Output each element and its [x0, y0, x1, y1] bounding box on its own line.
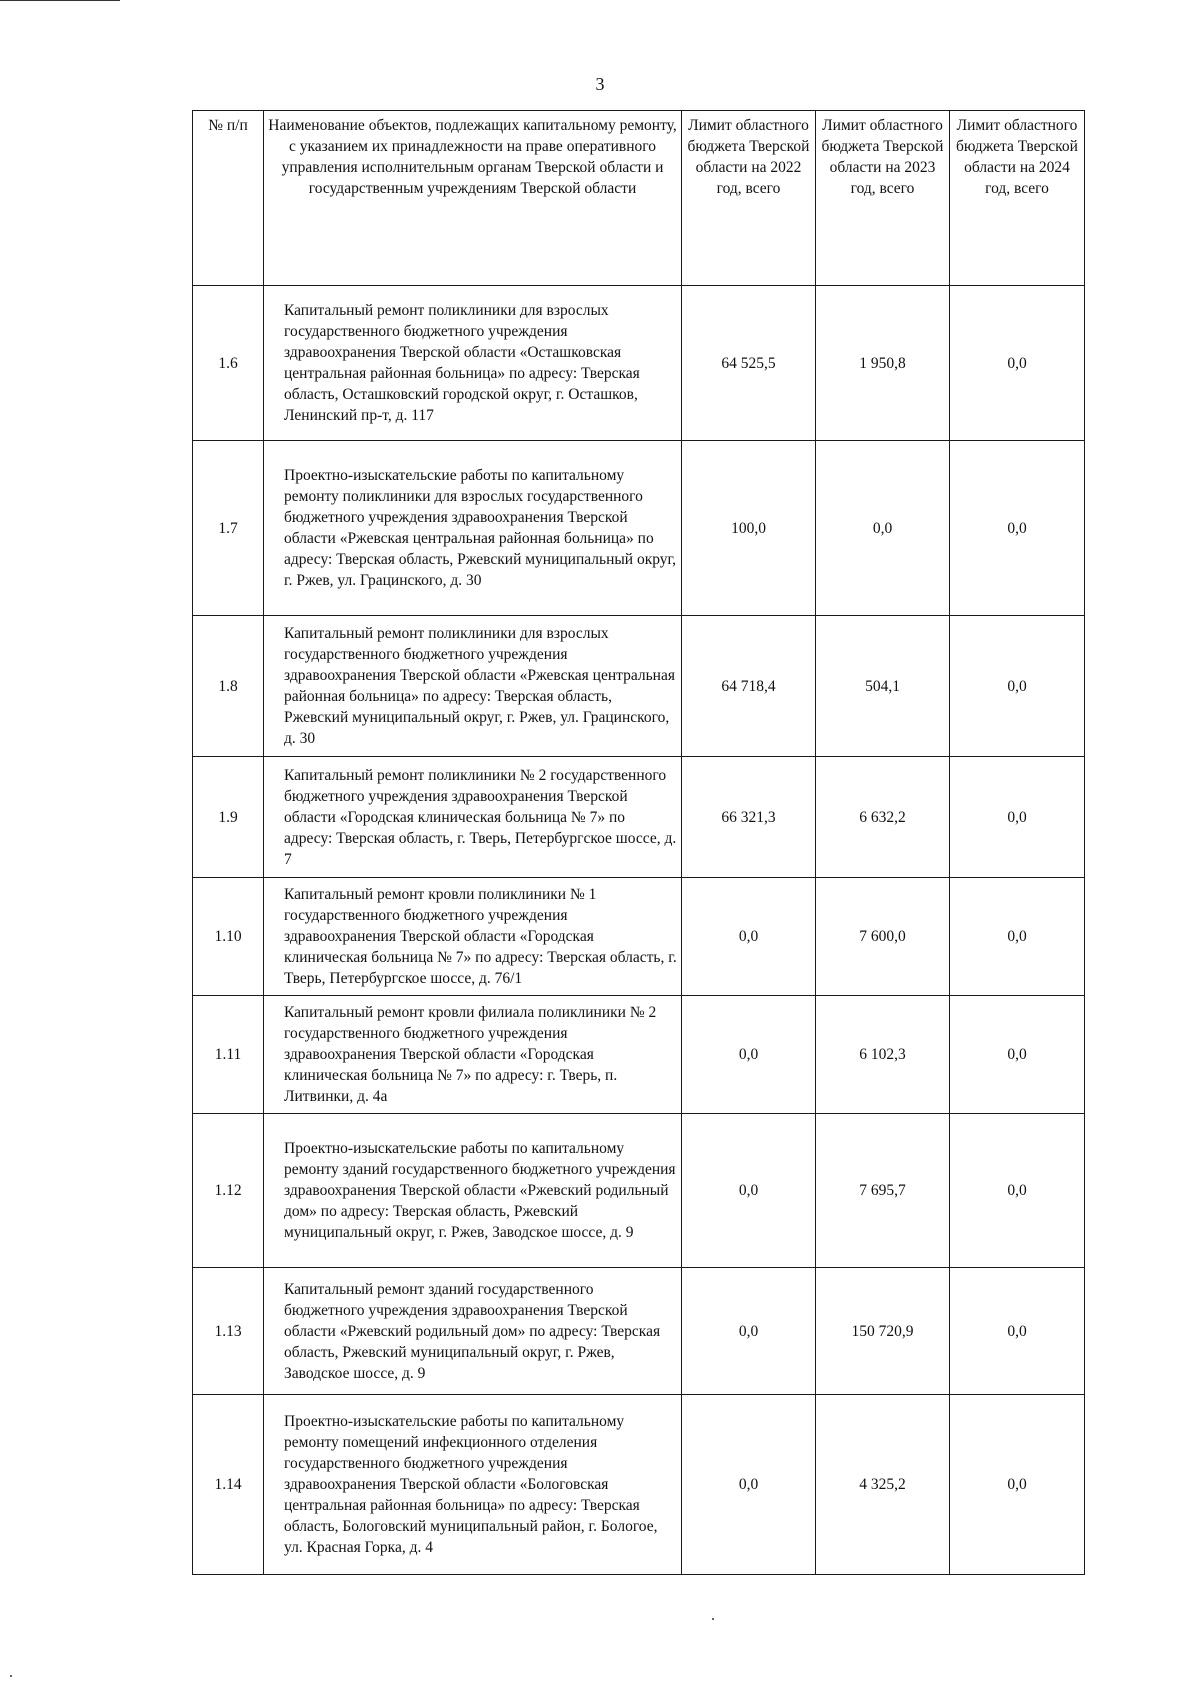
scan-dot-mark	[712, 1618, 714, 1620]
row-limit-2024: 0,0	[950, 1268, 1085, 1395]
row-limit-2024: 0,0	[950, 616, 1085, 757]
row-object-name: Проектно-изыскательские работы по капитальному ремонту помещений инфекционного отделения государственного бюджетного учреждения здравоохранения Тверской области «Бологовская центральная районная больница» по адресу: Тверская область, Бологовский муниципальный район, г. Бологое, ул. Красная Горка, д. 4	[264, 1395, 682, 1575]
table-row	[193, 286, 1085, 441]
row-limit-2024: 0,0	[950, 757, 1085, 878]
row-limit-2023: 504,1	[816, 616, 950, 757]
row-limit-2023: 6 102,3	[816, 996, 950, 1114]
row-limit-2022: 0,0	[682, 1395, 816, 1575]
table-row	[193, 757, 1085, 878]
row-limit-2024: 0,0	[950, 441, 1085, 616]
row-object-name: Проектно-изыскательские работы по капитальному ремонту зданий государственного бюджетного учреждения здравоохранения Тверской области «Ржевский родильный дом» по адресу: Тверская область, Ржевский муниципальный округ, г. Ржев, Заводское шоссе, д. 9	[264, 1114, 682, 1268]
header-object-name: Наименование объектов, подлежащих капитальному ремонту, с указанием их принадлежности на праве оперативного управления исполнительным органам Тверской области и государственным учреждениям Тверской области	[264, 111, 682, 286]
row-limit-2022: 64 718,4	[682, 616, 816, 757]
table-header	[193, 111, 1085, 286]
row-limit-2022: 100,0	[682, 441, 816, 616]
row-num: 1.7	[193, 441, 264, 616]
row-object-name: Капитальный ремонт поликлиники для взрослых государственного бюджетного учреждения здравоохранения Тверской области «Ржевская центральная районная больница» по адресу: Тверская область, Ржевский муниципальный округ, г. Ржев, ул. Грацинского, д. 30	[264, 616, 682, 757]
row-limit-2022: 64 525,5	[682, 286, 816, 441]
row-limit-2022: 0,0	[682, 1268, 816, 1395]
row-limit-2024: 0,0	[950, 878, 1085, 996]
table-row	[193, 1268, 1085, 1395]
row-limit-2023: 7 600,0	[816, 878, 950, 996]
row-limit-2022: 0,0	[682, 1114, 816, 1268]
page-number: 3	[595, 74, 605, 94]
row-limit-2023: 150 720,9	[816, 1268, 950, 1395]
row-object-name: Проектно-изыскательские работы по капитальному ремонту поликлиники для взрослых государственного бюджетного учреждения здравоохранения Тверской области «Ржевская центральная районная больница» по адресу: Тверская область, Ржевский муниципальный округ, г. Ржев, ул. Грацинского, д. 30	[264, 441, 682, 616]
row-limit-2023: 7 695,7	[816, 1114, 950, 1268]
row-num: 1.6	[193, 286, 264, 441]
scan-dot-mark	[10, 1675, 12, 1677]
header-limit-2023: Лимит областного бюджета Тверской области на 2023 год, всего	[816, 111, 950, 286]
row-limit-2023: 4 325,2	[816, 1395, 950, 1575]
row-object-name: Капитальный ремонт зданий государственного бюджетного учреждения здравоохранения Тверской области «Ржевский родильный дом» по адресу: Тверская область, Ржевский муниципальный округ, г. Ржев, Заводское шоссе, д. 9	[264, 1268, 682, 1395]
table-header-row	[193, 111, 1085, 286]
row-limit-2024: 0,0	[950, 1114, 1085, 1268]
row-object-name: Капитальный ремонт поликлиники для взрослых государственного бюджетного учреждения здравоохранения Тверской области «Осташковская центральная районная больница» по адресу: Тверская область, Осташковский городской округ, г. Осташков, Ленинский пр-т, д. 117	[264, 286, 682, 441]
table-row	[193, 1395, 1085, 1575]
scan-edge-mark	[0, 0, 120, 1]
row-object-name: Капитальный ремонт кровли поликлиники № 1 государственного бюджетного учреждения здравоохранения Тверской области «Городская клиническая больница № 7» по адресу: Тверская область, г. Тверь, Петербургское шоссе, д. 76/1	[264, 878, 682, 996]
row-num: 1.14	[193, 1395, 264, 1575]
row-num: 1.10	[193, 878, 264, 996]
row-object-name: Капитальный ремонт поликлиники № 2 государственного бюджетного учреждения здравоохранения Тверской области «Городская клиническая больница № 7» по адресу: Тверская область, г. Тверь, Петербургское шоссе, д. 7	[264, 757, 682, 878]
table-body	[193, 286, 1085, 1575]
table-row	[193, 1114, 1085, 1268]
header-limit-2024: Лимит областного бюджета Тверской области на 2024 год, всего	[950, 111, 1085, 286]
row-num: 1.13	[193, 1268, 264, 1395]
row-limit-2023: 0,0	[816, 441, 950, 616]
row-limit-2024: 0,0	[950, 286, 1085, 441]
row-limit-2024: 0,0	[950, 996, 1085, 1114]
row-num: 1.8	[193, 616, 264, 757]
header-num: № п/п	[193, 111, 264, 286]
row-num: 1.11	[193, 996, 264, 1114]
table-row	[193, 441, 1085, 616]
table-row	[193, 878, 1085, 996]
row-limit-2024: 0,0	[950, 1395, 1085, 1575]
row-limit-2023: 1 950,8	[816, 286, 950, 441]
row-limit-2022: 0,0	[682, 878, 816, 996]
row-limit-2023: 6 632,2	[816, 757, 950, 878]
row-limit-2022: 0,0	[682, 996, 816, 1114]
row-num: 1.12	[193, 1114, 264, 1268]
row-num: 1.9	[193, 757, 264, 878]
table-row	[193, 996, 1085, 1114]
header-limit-2022: Лимит областного бюджета Тверской области на 2022 год, всего	[682, 111, 816, 286]
capital-repair-table	[192, 110, 1085, 1575]
row-object-name: Капитальный ремонт кровли филиала поликлиники № 2 государственного бюджетного учреждения здравоохранения Тверской области «Городская клиническая больница № 7» по адресу: г. Тверь, п. Литвинки, д. 4а	[264, 996, 682, 1114]
row-limit-2022: 66 321,3	[682, 757, 816, 878]
table-row	[193, 616, 1085, 757]
